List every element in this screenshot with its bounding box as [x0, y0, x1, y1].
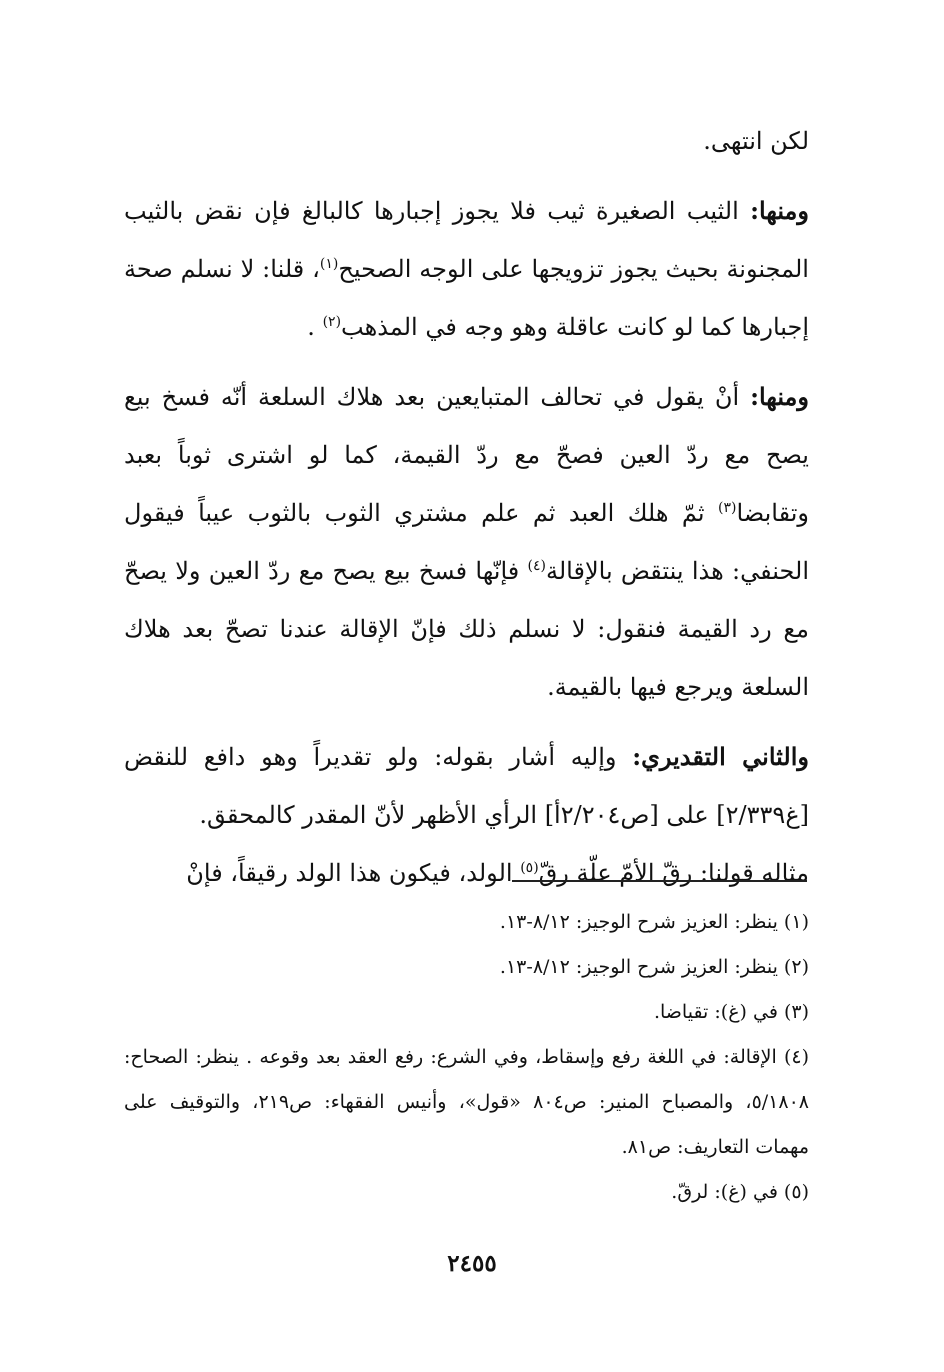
- paragraph-text: .: [307, 313, 323, 341]
- paragraph-2: [124, 182, 809, 356]
- paragraph-4: [124, 728, 809, 844]
- paragraph-text: فإنّها فسخ بيع يصح مع ردّ العين ولا يصحّ مع رد القيمة فنقول: لا نسلم ذلك فإنّ الإقالة عندنا تصحّ بعد هلاك السلعة ويرجع فيها بالقيمة.: [124, 557, 809, 701]
- paragraph-text: لكن انتهى.: [703, 127, 809, 155]
- paragraph-text: وإليه أشار بقوله: ولو تقديراً وهو دافع للنقض [غ٢/٣٣٩] على [ص٢/٢٠٤أ] الرأي الأظهر لأنّ المقدر كالمحقق.: [124, 743, 809, 829]
- page-number: ٢٤٥٥: [447, 1250, 497, 1277]
- footnote-ref: (٢): [322, 314, 342, 330]
- footnote-ref: (١): [319, 256, 339, 272]
- footnote-3: (٣) في (غ): تقياضا.: [653, 1001, 809, 1023]
- footnote-5: (٥) في (غ): لرقّ.: [671, 1181, 809, 1203]
- paragraph-text: الولد، فيكون هذا الولد رقيقاً، فإنْ: [186, 859, 521, 887]
- footnote-ref: (٤): [527, 558, 546, 574]
- paragraph-lead: والثاني التقديري:: [632, 742, 809, 771]
- paragraph-lead: ومنها:: [750, 382, 809, 411]
- paragraph-lead: ومنها:: [750, 196, 809, 225]
- paragraph-5: [124, 844, 809, 902]
- footnotes: [124, 900, 809, 1215]
- paragraph-text: الثيب الصغيرة ثيب فلا يجوز إجبارها كالبالغ فإن نقض بالثيب المجنونة بحيث يجوز تزويجها على الوجه الصحيح: [124, 197, 809, 283]
- paragraph-text: مثاله قولنا: رقّ الأمّ علّة رقّ: [538, 859, 809, 887]
- paragraph-3: [124, 368, 809, 716]
- paragraph-text: أنْ يقول في تحالف المتبايعين بعد هلاك السلعة أنّه فسخ بيع يصح مع ردّ العين فصحّ مع ردّ القيمة، كما لو اشترى ثوباً بعبد وتقابضا: [124, 383, 809, 527]
- footnote-2: (٢) ينظر: العزيز شرح الوجيز: ٨/١٢-١٣.: [499, 956, 809, 978]
- footnote-ref: (٣): [718, 500, 737, 516]
- footnote-4: (٤) الإقالة: في اللغة رفع وإسقاط، وفي الشرع: رفع العقد بعد وقوعه . ينظر: الصحاح: ٥/١٨٠٨، والمصباح المنير: ص٨٠٤ «قول»، وأنيس الفقهاء: ص٢١٩، والتوقيف على مهمات التعاريف: ص٨١.: [124, 1046, 810, 1158]
- paragraph-text: ، قلنا: لا نسلم صحة إجبارها كما لو كانت عاقلة وهو وجه في المذهب: [124, 255, 809, 341]
- paragraph-1: [124, 112, 809, 170]
- footnote-ref: (٥): [520, 860, 539, 876]
- main-text: [124, 112, 809, 914]
- footnote-separator: [512, 880, 807, 882]
- footnote-1: (١) ينظر: العزيز شرح الوجيز: ٨/١٢-١٣.: [499, 911, 809, 933]
- paragraph-text: ثمّ هلك العبد ثم علم مشتري الثوب بالثوب عيباً فيقول الحنفي: هذا ينتقض بالإقالة: [124, 499, 809, 585]
